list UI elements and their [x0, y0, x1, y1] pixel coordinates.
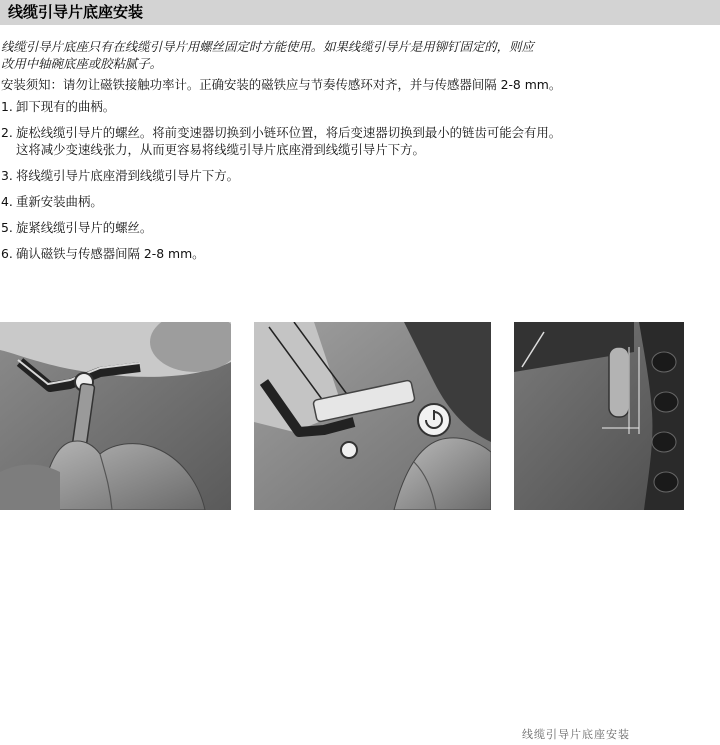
step-number: 4. — [1, 194, 13, 209]
title-bar — [0, 0, 720, 25]
step-line: 重新安装曲柄。 — [16, 194, 103, 209]
step-text — [16, 219, 717, 236]
step-line: 旋松线缆引导片的螺丝。将前变速器切换到小链环位置，将后变速器切换到最小的链齿可能会有用。 — [16, 125, 562, 140]
step-line: 旋紧线缆引导片的螺丝。 — [16, 220, 153, 235]
step-number: 5. — [1, 220, 13, 235]
step-number: 3. — [1, 168, 13, 183]
step-number: 1. — [1, 99, 13, 114]
step-item — [1, 167, 717, 184]
step-text — [16, 124, 717, 158]
intro-line: 改用中轴碗底座或胶粘腻子。 — [1, 56, 163, 71]
instructions-body — [1, 38, 717, 271]
step-number: 6. — [1, 246, 13, 261]
step-number: 2. — [1, 125, 13, 140]
installation-note: 安装须知：请勿让磁铁接触功率计。正确安装的磁铁应与节奏传感环对齐，并与传感器间隔 2-8 mm。 — [1, 77, 562, 92]
step-line: 将线缆引导片底座滑到线缆引导片下方。 — [16, 168, 240, 183]
steps-list — [1, 98, 717, 262]
step-text — [16, 167, 717, 184]
intro-paragraph — [1, 38, 717, 72]
step-item — [1, 98, 717, 115]
intro-line: 线缆引导片底座只有在线缆引导片用螺丝固定时方能使用。如果线缆引导片是用铆钉固定的，则应 — [1, 39, 534, 54]
footer-text: 线缆引导片底座安装 — [522, 728, 630, 741]
step-text — [16, 193, 717, 210]
step-line: 确认磁铁与传感器间隔 2-8 mm。 — [16, 246, 205, 261]
step-text — [16, 98, 717, 115]
step-line: 卸下现有的曲柄。 — [16, 99, 116, 114]
magnet-sensor-gap-illustration — [514, 322, 684, 510]
step-text — [16, 245, 717, 262]
loosen-screw-illustration — [0, 322, 231, 510]
step-item — [1, 219, 717, 236]
page-title: 线缆引导片底座安装 — [8, 3, 144, 21]
step-item — [1, 124, 717, 158]
slide-mount-illustration — [254, 322, 491, 510]
step-item — [1, 193, 717, 210]
step-item — [1, 245, 717, 262]
step-line: 这将减少变速线张力，从而更容易将线缆引导片底座滑到线缆引导片下方。 — [16, 142, 425, 157]
